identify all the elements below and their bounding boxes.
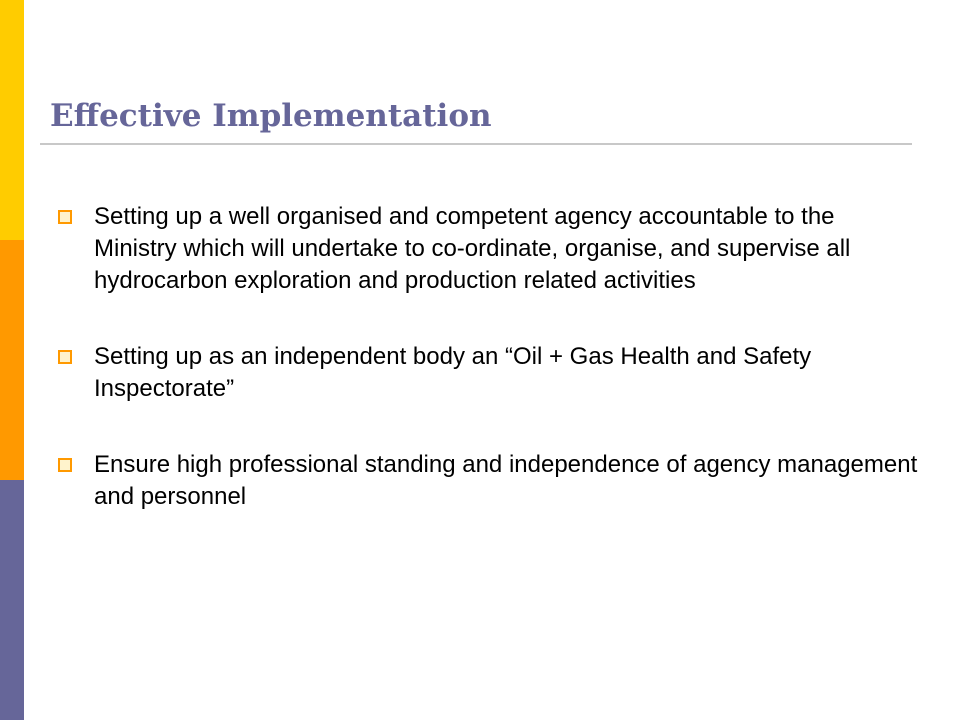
accent-bar-yellow	[0, 0, 24, 240]
slide-title: Effective Implementation	[50, 98, 492, 134]
hollow-square-bullet-icon	[58, 458, 72, 472]
bullet-item	[58, 201, 918, 297]
bullet-item	[58, 449, 918, 513]
accent-bar-purple	[0, 480, 24, 720]
bullet-list	[58, 201, 918, 557]
bullet-text: Ensure high professional standing and independence of agency management and personnel	[94, 451, 918, 510]
accent-bar-orange	[0, 240, 24, 480]
hollow-square-bullet-icon	[58, 210, 72, 224]
hollow-square-bullet-icon	[58, 350, 72, 364]
title-divider	[40, 143, 912, 145]
bullet-text: Setting up a well organised and competent agency accountable to the Ministry which will undertake to co-ordinate, organise, and supervise all hydrocarbon exploration and production related activities	[94, 203, 851, 294]
bullet-text: Setting up as an independent body an “Oil + Gas Health and Safety Inspectorate”	[94, 343, 812, 402]
left-accent-bar	[0, 0, 24, 720]
bullet-item	[58, 341, 918, 405]
